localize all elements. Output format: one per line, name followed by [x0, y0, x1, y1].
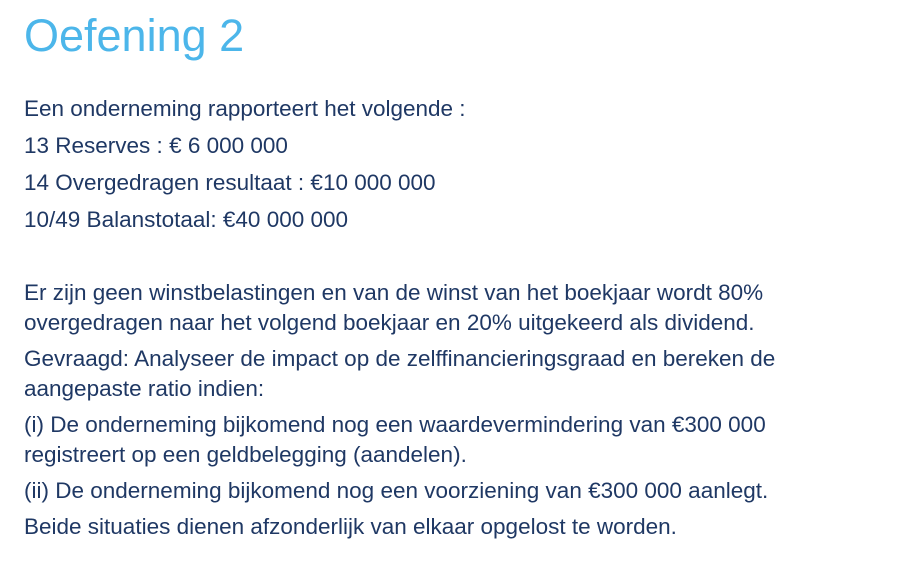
case-i-line: (i) De onderneming bijkomend nog een waardevermindering van €300 000 — [24, 412, 766, 437]
question-paragraph — [24, 344, 884, 404]
question-line: Gevraagd: Analyseer de impact op de zelffinancieringsgraad en bereken de — [24, 346, 776, 371]
case-i-paragraph — [24, 410, 884, 470]
spacer — [24, 242, 884, 278]
note-line: Beide situaties dienen afzonderlijk van elkaar opgelost te worden. — [24, 514, 677, 539]
case-i-line: registreert op een geldbelegging (aandelen). — [24, 442, 467, 467]
case-ii-paragraph — [24, 476, 884, 506]
case-ii-line: (ii) De onderneming bijkomend nog een voorziening van €300 000 aanlegt. — [24, 478, 769, 503]
note-paragraph — [24, 512, 884, 542]
context-line: Er zijn geen winstbelastingen en van de winst van het boekjaar wordt 80% — [24, 280, 764, 305]
question-line: aangepaste ratio indien: — [24, 376, 265, 401]
intro-text: Een onderneming rapporteert het volgende : — [24, 96, 466, 121]
item-balanstotaal: 10/49 Balanstotaal: €40 000 000 — [24, 207, 349, 232]
item-overgedragen-resultaat: 14 Overgedragen resultaat : €10 000 000 — [24, 170, 436, 195]
item-reserves: 13 Reserves : € 6 000 000 — [24, 133, 288, 158]
slide-body — [24, 94, 884, 548]
context-paragraph — [24, 278, 884, 338]
context-line: overgedragen naar het volgend boekjaar en 20% uitgekeerd als dividend. — [24, 310, 755, 335]
slide-title: Oefening 2 — [24, 10, 245, 61]
